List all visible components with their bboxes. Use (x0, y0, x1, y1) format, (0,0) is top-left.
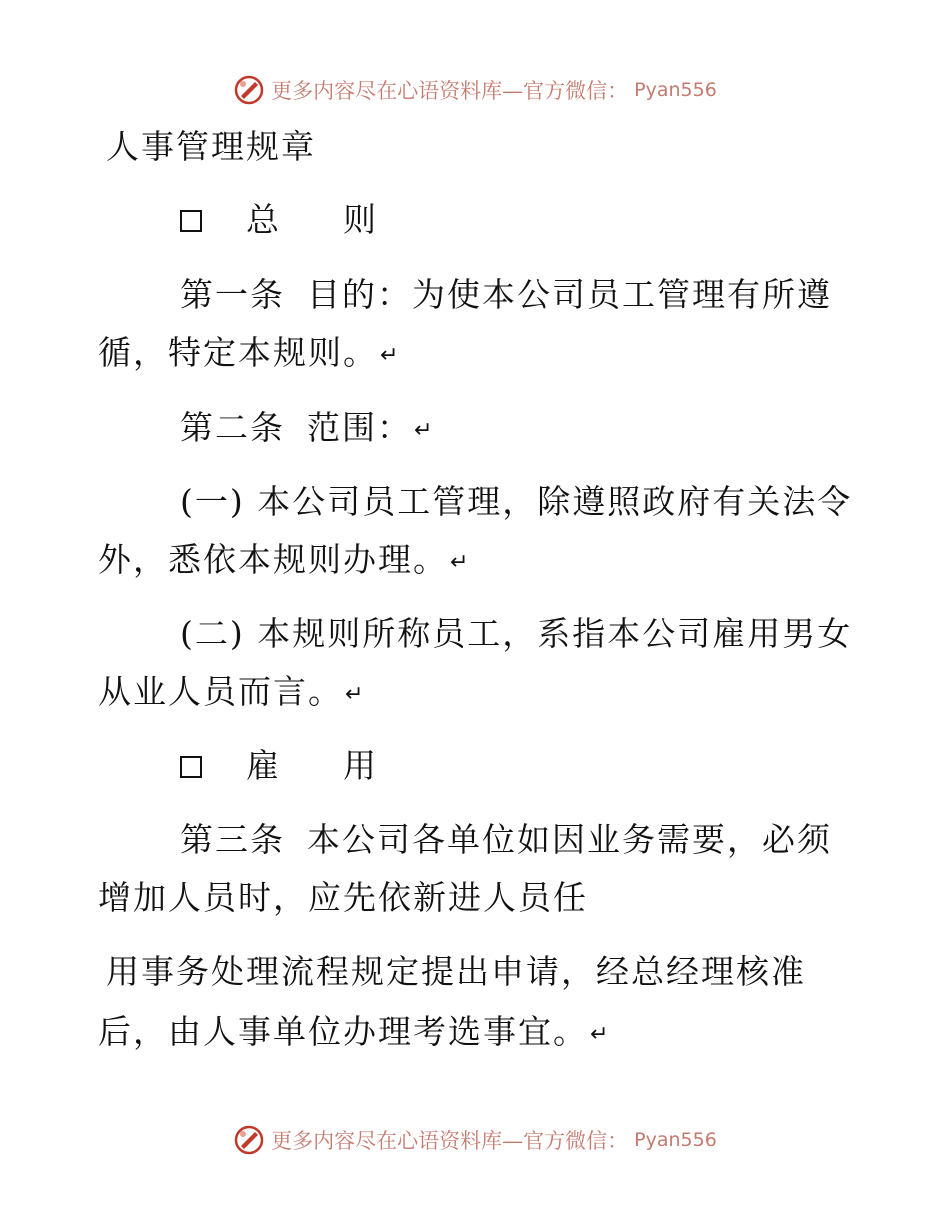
brand-logo-icon (233, 74, 265, 106)
article-1-text-cont: 循，特定本规则。 (98, 333, 378, 372)
paragraph-mark-icon: ↵ (345, 682, 364, 707)
article-1-text: 目的：为使本公司员工管理有所遵 (307, 275, 832, 314)
article-2 (180, 408, 432, 451)
article-2-text: 范围： (307, 408, 412, 447)
section-char-1: 雇 (246, 746, 281, 785)
footer-banner (0, 1120, 950, 1160)
article-1-label: 第一条 (180, 275, 285, 314)
article-1-line-2 (98, 333, 398, 376)
brand-logo-icon (233, 1124, 265, 1156)
checkbox-square-icon (180, 756, 202, 778)
article-1-line-1 (180, 275, 832, 315)
item-1-text-cont: 外，悉依本规则办理。 (98, 540, 448, 579)
item-2-line-1: (二) 本规则所称员工，系指本公司雇用男女 (180, 614, 853, 653)
section-char-2: 用 (343, 746, 378, 785)
header-banner (0, 70, 950, 110)
paragraph-mark-icon: ↵ (450, 550, 469, 575)
section-char-1: 总 (246, 200, 281, 239)
article-3-text: 本公司各单位如因业务需要，必须 (307, 820, 832, 859)
article-3-line-4 (98, 1012, 608, 1055)
article-2-label: 第二条 (180, 408, 285, 447)
item-2-line-2 (98, 672, 363, 715)
article-3-text-cont: 后，由人事单位办理考选事宜。 (98, 1012, 588, 1051)
banner-text: 更多内容尽在心语资料库—官方微信： (271, 79, 629, 103)
item-2-text-cont: 从业人员而言。 (98, 672, 343, 711)
checkbox-square-icon (180, 210, 202, 232)
doc-title: 人事管理规章 (106, 127, 316, 166)
banner-wechat-id: Pyan556 (634, 79, 717, 101)
article-3-line-1 (180, 820, 832, 860)
item-1-line-2 (98, 540, 468, 583)
paragraph-mark-icon: ↵ (414, 418, 433, 443)
section-heading-employment (180, 746, 378, 786)
article-3-line-3: 用事务处理流程规定提出申请，经总经理核准 (106, 952, 806, 991)
banner-wechat-id: Pyan556 (634, 1129, 717, 1151)
article-3-label: 第三条 (180, 820, 285, 859)
banner-text: 更多内容尽在心语资料库—官方微信： (271, 1129, 629, 1153)
section-char-2: 则 (343, 200, 378, 239)
item-1-line-1: (一) 本公司员工管理，除遵照政府有关法令 (180, 482, 853, 521)
paragraph-mark-icon: ↵ (590, 1022, 609, 1047)
section-heading-general (180, 200, 378, 240)
paragraph-mark-icon: ↵ (380, 343, 399, 368)
article-3-line-2: 增加人员时，应先依新进人员任 (98, 878, 588, 917)
